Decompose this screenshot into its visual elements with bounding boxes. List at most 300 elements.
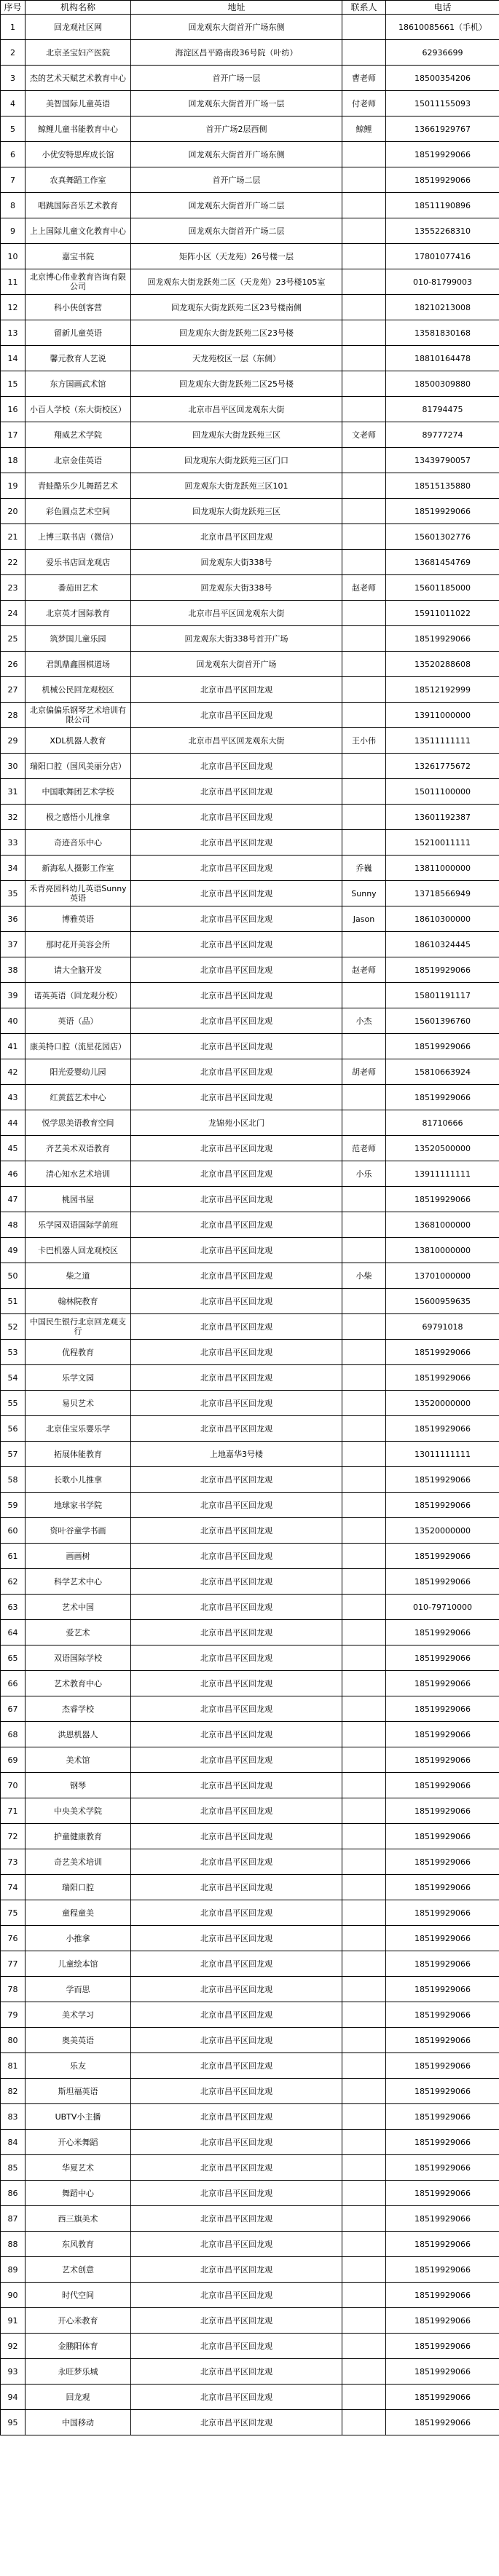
cell-address: 北京市昌平区回龙观东大街 bbox=[131, 728, 342, 754]
cell-index: 32 bbox=[1, 805, 25, 830]
cell-name: 回龙观社区网 bbox=[25, 15, 131, 40]
table-row bbox=[1, 346, 499, 371]
table-row bbox=[1, 1773, 499, 1798]
cell-name: 小推拿 bbox=[25, 1926, 131, 1951]
table-row bbox=[1, 1391, 499, 1416]
cell-contact: 小杰 bbox=[342, 1008, 386, 1034]
table-row bbox=[1, 983, 499, 1008]
cell-contact bbox=[342, 1900, 386, 1926]
table-row bbox=[1, 626, 499, 652]
cell-address: 北京市昌平区回龙观 bbox=[131, 2283, 342, 2308]
cell-name: 筑梦国儿童乐园 bbox=[25, 626, 131, 652]
cell-contact: Sunny bbox=[342, 881, 386, 906]
cell-name: 请大全脑开发 bbox=[25, 957, 131, 983]
cell-contact bbox=[342, 346, 386, 371]
cell-name: 中央美术学院 bbox=[25, 1798, 131, 1824]
cell-name: 东方国画武术馆 bbox=[25, 371, 131, 397]
cell-name: 杰睿学校 bbox=[25, 1696, 131, 1722]
cell-name: 北京圣宝妇产医院 bbox=[25, 40, 131, 66]
cell-address: 回龙观东大街龙跃苑三区101 bbox=[131, 473, 342, 499]
cell-index: 67 bbox=[1, 1696, 25, 1722]
cell-index: 33 bbox=[1, 830, 25, 856]
cell-index: 54 bbox=[1, 1365, 25, 1391]
cell-name: 西三旗美术 bbox=[25, 2206, 131, 2232]
cell-name: 易贝艺术 bbox=[25, 1391, 131, 1416]
cell-phone: 18610085661（手机） bbox=[386, 15, 499, 40]
cell-index: 66 bbox=[1, 1671, 25, 1696]
cell-contact bbox=[342, 2028, 386, 2053]
cell-phone: 62936699 bbox=[386, 40, 499, 66]
cell-index: 24 bbox=[1, 601, 25, 626]
cell-contact bbox=[342, 1671, 386, 1696]
cell-name: 东风教育 bbox=[25, 2232, 131, 2257]
cell-phone: 18519929066 bbox=[386, 2002, 499, 2028]
cell-name: 奥美英语 bbox=[25, 2028, 131, 2053]
cell-contact bbox=[342, 1442, 386, 1467]
table-row bbox=[1, 320, 499, 346]
cell-name: 爱艺术 bbox=[25, 1620, 131, 1645]
cell-index: 44 bbox=[1, 1110, 25, 1136]
cell-name: 乐学园双语国际学前班 bbox=[25, 1212, 131, 1238]
table-row bbox=[1, 2002, 499, 2028]
cell-name: XDL机器人教育 bbox=[25, 728, 131, 754]
cell-index: 30 bbox=[1, 754, 25, 779]
cell-address: 上地嘉华3号楼 bbox=[131, 1442, 342, 1467]
cell-address: 北京市昌平区回龙观 bbox=[131, 1951, 342, 1977]
cell-name: 留新儿童英语 bbox=[25, 320, 131, 346]
table-row bbox=[1, 1671, 499, 1696]
table-row bbox=[1, 1798, 499, 1824]
table-header-row bbox=[1, 1, 499, 15]
cell-address: 北京市昌平区回龙观 bbox=[131, 779, 342, 805]
cell-index: 51 bbox=[1, 1289, 25, 1314]
table-row bbox=[1, 550, 499, 575]
cell-contact bbox=[342, 2206, 386, 2232]
cell-index: 72 bbox=[1, 1824, 25, 1849]
table-row bbox=[1, 805, 499, 830]
cell-contact bbox=[342, 1365, 386, 1391]
cell-contact bbox=[342, 1493, 386, 1518]
cell-name: 杰的艺术天赋艺术教育中心 bbox=[25, 66, 131, 91]
cell-phone: 13439790057 bbox=[386, 448, 499, 473]
cell-phone: 18810164478 bbox=[386, 346, 499, 371]
cell-contact bbox=[342, 1722, 386, 1747]
cell-phone: 18519929066 bbox=[386, 2334, 499, 2359]
cell-address: 回龙观东大街首开广场东侧 bbox=[131, 142, 342, 167]
cell-index: 26 bbox=[1, 652, 25, 677]
cell-contact bbox=[342, 830, 386, 856]
table-row bbox=[1, 1951, 499, 1977]
cell-phone: 13810000000 bbox=[386, 1238, 499, 1263]
table-row bbox=[1, 1238, 499, 1263]
cell-address: 北京市昌平区回龙观 bbox=[131, 1569, 342, 1595]
cell-contact: 赵老师 bbox=[342, 957, 386, 983]
cell-address: 北京市昌平区回龙观 bbox=[131, 2232, 342, 2257]
cell-contact: 王小伟 bbox=[342, 728, 386, 754]
cell-phone: 15801191117 bbox=[386, 983, 499, 1008]
table-row bbox=[1, 269, 499, 295]
cell-contact bbox=[342, 652, 386, 677]
cell-index: 90 bbox=[1, 2283, 25, 2308]
table-row bbox=[1, 881, 499, 906]
cell-contact bbox=[342, 626, 386, 652]
cell-address: 回龙观东大街龙跃苑二区23号楼南侧 bbox=[131, 295, 342, 320]
cell-phone: 18519929066 bbox=[386, 1773, 499, 1798]
cell-phone: 18519929066 bbox=[386, 1365, 499, 1391]
cell-address: 北京市昌平区回龙观 bbox=[131, 1059, 342, 1085]
cell-phone: 18519929066 bbox=[386, 1034, 499, 1059]
cell-contact bbox=[342, 2155, 386, 2181]
cell-phone: 18519929066 bbox=[386, 2053, 499, 2079]
cell-name: 鲸鲤儿童书能教育中心 bbox=[25, 116, 131, 142]
table-row bbox=[1, 422, 499, 448]
cell-contact bbox=[342, 1926, 386, 1951]
cell-phone: 18500309880 bbox=[386, 371, 499, 397]
cell-contact bbox=[342, 1875, 386, 1900]
cell-contact bbox=[342, 320, 386, 346]
cell-address: 北京市昌平区回龙观 bbox=[131, 1365, 342, 1391]
cell-phone: 18519929066 bbox=[386, 1977, 499, 2002]
cell-phone: 18519929066 bbox=[386, 142, 499, 167]
cell-name: 北京偏偏乐钢琴艺术培训有限公司 bbox=[25, 703, 131, 728]
cell-address: 北京市昌平区回龙观 bbox=[131, 1340, 342, 1365]
cell-phone: 18519929066 bbox=[386, 957, 499, 983]
cell-name: 乐学文园 bbox=[25, 1365, 131, 1391]
cell-contact bbox=[342, 703, 386, 728]
cell-index: 25 bbox=[1, 626, 25, 652]
cell-phone: 15911011022 bbox=[386, 601, 499, 626]
cell-contact bbox=[342, 499, 386, 524]
cell-index: 76 bbox=[1, 1926, 25, 1951]
cell-index: 78 bbox=[1, 1977, 25, 2002]
cell-name: 唱跳国际音乐艺术教育 bbox=[25, 193, 131, 218]
cell-address: 北京市昌平区回龙观 bbox=[131, 1314, 342, 1340]
cell-phone: 13011111111 bbox=[386, 1442, 499, 1467]
cell-contact: 鲸鲤 bbox=[342, 116, 386, 142]
cell-name: 优程教育 bbox=[25, 1340, 131, 1365]
table-row bbox=[1, 1875, 499, 1900]
cell-phone: 18519929066 bbox=[386, 626, 499, 652]
cell-contact: 付老师 bbox=[342, 91, 386, 116]
cell-index: 81 bbox=[1, 2053, 25, 2079]
table-row bbox=[1, 40, 499, 66]
cell-phone: 18519929066 bbox=[386, 2155, 499, 2181]
cell-phone: 010-81799003 bbox=[386, 269, 499, 295]
cell-index: 39 bbox=[1, 983, 25, 1008]
cell-address: 回龙观东大街首开广场东侧 bbox=[131, 15, 342, 40]
cell-address: 龙锦苑小区北门 bbox=[131, 1110, 342, 1136]
cell-phone: 13911111111 bbox=[386, 1161, 499, 1187]
table-row bbox=[1, 1493, 499, 1518]
table-row bbox=[1, 1900, 499, 1926]
cell-name: 美术馆 bbox=[25, 1747, 131, 1773]
cell-name: 卡巴机器人回龙观校区 bbox=[25, 1238, 131, 1263]
cell-phone: 18519929066 bbox=[386, 1645, 499, 1671]
cell-index: 57 bbox=[1, 1442, 25, 1467]
cell-index: 88 bbox=[1, 2232, 25, 2257]
cell-contact: 胡老师 bbox=[342, 1059, 386, 1085]
cell-name: 红黄蓝艺术中心 bbox=[25, 1085, 131, 1110]
cell-address: 北京市昌平区回龙观 bbox=[131, 1824, 342, 1849]
cell-address: 北京市昌平区回龙观 bbox=[131, 2181, 342, 2206]
cell-phone: 18610300000 bbox=[386, 906, 499, 932]
cell-contact bbox=[342, 1467, 386, 1493]
cell-address: 北京市昌平区回龙观 bbox=[131, 1773, 342, 1798]
cell-index: 46 bbox=[1, 1161, 25, 1187]
cell-address: 北京市昌平区回龙观 bbox=[131, 1263, 342, 1289]
cell-name: 奇艺美术培训 bbox=[25, 1849, 131, 1875]
cell-index: 47 bbox=[1, 1187, 25, 1212]
cell-phone: 15600959635 bbox=[386, 1289, 499, 1314]
cell-address: 北京市昌平区回龙观 bbox=[131, 830, 342, 856]
cell-name: 科学艺术中心 bbox=[25, 1569, 131, 1595]
cell-name: 地球家书学院 bbox=[25, 1493, 131, 1518]
cell-index: 14 bbox=[1, 346, 25, 371]
cell-phone: 18519929066 bbox=[386, 499, 499, 524]
cell-index: 62 bbox=[1, 1569, 25, 1595]
cell-name: 永旺梦乐城 bbox=[25, 2359, 131, 2385]
cell-phone: 18519929066 bbox=[386, 2206, 499, 2232]
cell-phone: 15601396760 bbox=[386, 1008, 499, 1034]
cell-name: 禾青亮园科幼儿英语Sunny英语 bbox=[25, 881, 131, 906]
cell-name: 中国歌舞团艺术学校 bbox=[25, 779, 131, 805]
cell-address: 北京市昌平区回龙观 bbox=[131, 1747, 342, 1773]
cell-phone: 18610324445 bbox=[386, 932, 499, 957]
cell-index: 18 bbox=[1, 448, 25, 473]
cell-contact bbox=[342, 473, 386, 499]
table-row bbox=[1, 2410, 499, 2435]
cell-contact bbox=[342, 550, 386, 575]
cell-phone: 18519929066 bbox=[386, 2181, 499, 2206]
cell-contact bbox=[342, 15, 386, 40]
table-row bbox=[1, 1314, 499, 1340]
cell-contact bbox=[342, 1187, 386, 1212]
header-phone: 电话 bbox=[386, 1, 499, 15]
table-row bbox=[1, 1008, 499, 1034]
table-row bbox=[1, 1289, 499, 1314]
cell-phone: 18519929066 bbox=[386, 1875, 499, 1900]
cell-contact bbox=[342, 805, 386, 830]
cell-phone: 69791018 bbox=[386, 1314, 499, 1340]
cell-address: 回龙观东大街首开广场二层 bbox=[131, 193, 342, 218]
table-row bbox=[1, 856, 499, 881]
cell-phone: 18519929066 bbox=[386, 1187, 499, 1212]
table-row bbox=[1, 2385, 499, 2410]
cell-contact bbox=[342, 524, 386, 550]
cell-index: 64 bbox=[1, 1620, 25, 1645]
cell-index: 3 bbox=[1, 66, 25, 91]
cell-name: 英语（品） bbox=[25, 1008, 131, 1034]
cell-address: 北京市昌平区回龙观 bbox=[131, 524, 342, 550]
cell-index: 68 bbox=[1, 1722, 25, 1747]
cell-phone: 18519929066 bbox=[386, 2079, 499, 2104]
cell-contact bbox=[342, 2002, 386, 2028]
cell-contact bbox=[342, 1798, 386, 1824]
cell-index: 16 bbox=[1, 397, 25, 422]
cell-address: 北京市昌平区回龙观 bbox=[131, 1595, 342, 1620]
cell-address: 北京市昌平区回龙观 bbox=[131, 1416, 342, 1442]
cell-phone: 18519929066 bbox=[386, 1849, 499, 1875]
table-row bbox=[1, 2181, 499, 2206]
cell-index: 36 bbox=[1, 906, 25, 932]
cell-index: 48 bbox=[1, 1212, 25, 1238]
table-row bbox=[1, 906, 499, 932]
cell-index: 6 bbox=[1, 142, 25, 167]
cell-name: 上博三联书店（微信） bbox=[25, 524, 131, 550]
cell-name: 悦学思美语教育空间 bbox=[25, 1110, 131, 1136]
cell-address: 北京市昌平区回龙观 bbox=[131, 1467, 342, 1493]
cell-name: 柴之道 bbox=[25, 1263, 131, 1289]
cell-index: 63 bbox=[1, 1595, 25, 1620]
cell-index: 93 bbox=[1, 2359, 25, 2385]
cell-name: 时代空间 bbox=[25, 2283, 131, 2308]
cell-phone: 13261775672 bbox=[386, 754, 499, 779]
cell-phone: 15210011111 bbox=[386, 830, 499, 856]
cell-address: 天龙苑校区一层（东侧） bbox=[131, 346, 342, 371]
cell-index: 5 bbox=[1, 116, 25, 142]
cell-name: 艺术创意 bbox=[25, 2257, 131, 2283]
cell-index: 13 bbox=[1, 320, 25, 346]
cell-address: 北京市昌平区回龙观 bbox=[131, 1926, 342, 1951]
cell-contact bbox=[342, 295, 386, 320]
cell-address: 北京市昌平区回龙观 bbox=[131, 2079, 342, 2104]
cell-index: 89 bbox=[1, 2257, 25, 2283]
table-row bbox=[1, 2206, 499, 2232]
cell-index: 4 bbox=[1, 91, 25, 116]
cell-address: 回龙观东大街龙跃苑二区23号楼 bbox=[131, 320, 342, 346]
cell-phone: 18519929066 bbox=[386, 167, 499, 193]
table-row bbox=[1, 218, 499, 244]
cell-contact: 小乐 bbox=[342, 1161, 386, 1187]
cell-name: 回龙观 bbox=[25, 2385, 131, 2410]
cell-index: 75 bbox=[1, 1900, 25, 1926]
table-row bbox=[1, 2308, 499, 2334]
table-row bbox=[1, 2257, 499, 2283]
cell-index: 1 bbox=[1, 15, 25, 40]
cell-index: 70 bbox=[1, 1773, 25, 1798]
cell-index: 94 bbox=[1, 2385, 25, 2410]
cell-index: 55 bbox=[1, 1391, 25, 1416]
cell-address: 矩阵小区（天龙苑）26号楼一层 bbox=[131, 244, 342, 269]
cell-phone: 18511190896 bbox=[386, 193, 499, 218]
cell-address: 北京市昌平区回龙观 bbox=[131, 1008, 342, 1034]
table-row bbox=[1, 193, 499, 218]
table-row bbox=[1, 1824, 499, 1849]
cell-phone: 18519929066 bbox=[386, 2104, 499, 2130]
table-row bbox=[1, 601, 499, 626]
table-row bbox=[1, 2130, 499, 2155]
cell-name: UBTV小主播 bbox=[25, 2104, 131, 2130]
cell-phone: 18519929066 bbox=[386, 1926, 499, 1951]
cell-contact bbox=[342, 371, 386, 397]
cell-phone: 15011155093 bbox=[386, 91, 499, 116]
cell-index: 15 bbox=[1, 371, 25, 397]
cell-address: 北京市昌平区回龙观 bbox=[131, 1187, 342, 1212]
cell-contact bbox=[342, 167, 386, 193]
table-row bbox=[1, 1467, 499, 1493]
cell-address: 北京市昌平区回龙观 bbox=[131, 1977, 342, 2002]
table-row bbox=[1, 91, 499, 116]
cell-name: 阳光爱婴幼儿园 bbox=[25, 1059, 131, 1085]
cell-phone: 18519929066 bbox=[386, 2257, 499, 2283]
table-row bbox=[1, 728, 499, 754]
cell-address: 北京市昌平区回龙观 bbox=[131, 2308, 342, 2334]
cell-address: 北京市昌平区回龙观 bbox=[131, 2334, 342, 2359]
cell-contact bbox=[342, 1289, 386, 1314]
cell-phone: 18519929066 bbox=[386, 2385, 499, 2410]
cell-name: 金鹏阳体育 bbox=[25, 2334, 131, 2359]
cell-name: 博雅英语 bbox=[25, 906, 131, 932]
cell-contact: 文老师 bbox=[342, 422, 386, 448]
cell-address: 北京市昌平区回龙观 bbox=[131, 1212, 342, 1238]
cell-phone: 18519929066 bbox=[386, 2028, 499, 2053]
cell-address: 首开广场一层 bbox=[131, 66, 342, 91]
table-row bbox=[1, 1085, 499, 1110]
cell-address: 北京市昌平区回龙观 bbox=[131, 2028, 342, 2053]
cell-index: 82 bbox=[1, 2079, 25, 2104]
cell-phone: 18519929066 bbox=[386, 1824, 499, 1849]
cell-name: 中国移动 bbox=[25, 2410, 131, 2435]
cell-index: 37 bbox=[1, 932, 25, 957]
cell-name: 君凯鼎鑫围棋道场 bbox=[25, 652, 131, 677]
cell-contact bbox=[342, 1569, 386, 1595]
cell-name: 清心知水艺术培训 bbox=[25, 1161, 131, 1187]
cell-contact: Jason bbox=[342, 906, 386, 932]
table-row bbox=[1, 1696, 499, 1722]
cell-phone: 18519929066 bbox=[386, 1085, 499, 1110]
cell-index: 49 bbox=[1, 1238, 25, 1263]
cell-address: 北京市昌平区回龙观 bbox=[131, 2002, 342, 2028]
cell-address: 北京市昌平区回龙观 bbox=[131, 957, 342, 983]
table-row bbox=[1, 1620, 499, 1645]
cell-index: 60 bbox=[1, 1518, 25, 1544]
cell-phone: 15011100000 bbox=[386, 779, 499, 805]
cell-name: 翔威艺术学院 bbox=[25, 422, 131, 448]
cell-index: 45 bbox=[1, 1136, 25, 1161]
cell-phone: 18500354206 bbox=[386, 66, 499, 91]
cell-name: 钢琴 bbox=[25, 1773, 131, 1798]
cell-phone: 13520000000 bbox=[386, 1518, 499, 1544]
table-row bbox=[1, 448, 499, 473]
cell-contact bbox=[342, 1645, 386, 1671]
cell-contact bbox=[342, 2079, 386, 2104]
cell-name: 齐艺美术双语教育 bbox=[25, 1136, 131, 1161]
cell-contact bbox=[342, 2410, 386, 2435]
cell-contact bbox=[342, 244, 386, 269]
cell-address: 北京市昌平区回龙观 bbox=[131, 1722, 342, 1747]
table-row bbox=[1, 1263, 499, 1289]
cell-address: 北京市昌平区回龙观 bbox=[131, 2155, 342, 2181]
table-row bbox=[1, 1645, 499, 1671]
cell-address: 北京市昌平区回龙观 bbox=[131, 1620, 342, 1645]
table-row bbox=[1, 1161, 499, 1187]
cell-name: 华夏艺术 bbox=[25, 2155, 131, 2181]
cell-phone: 18519929066 bbox=[386, 2130, 499, 2155]
cell-index: 27 bbox=[1, 677, 25, 703]
cell-index: 84 bbox=[1, 2130, 25, 2155]
cell-name: 番茄田艺术 bbox=[25, 575, 131, 601]
cell-contact bbox=[342, 2385, 386, 2410]
cell-contact bbox=[342, 1824, 386, 1849]
cell-contact bbox=[342, 1544, 386, 1569]
cell-index: 38 bbox=[1, 957, 25, 983]
cell-name: 极之感悟小儿推拿 bbox=[25, 805, 131, 830]
cell-phone: 18519929066 bbox=[386, 1340, 499, 1365]
cell-contact bbox=[342, 754, 386, 779]
cell-contact bbox=[342, 1518, 386, 1544]
cell-phone: 13681454769 bbox=[386, 550, 499, 575]
cell-contact bbox=[342, 142, 386, 167]
